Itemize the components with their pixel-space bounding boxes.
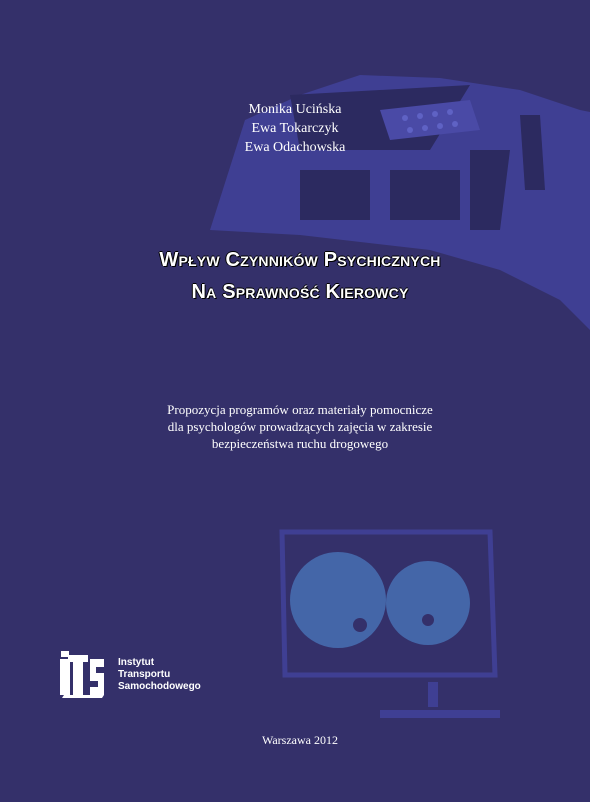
author-name: Ewa Tokarczyk <box>251 121 339 136</box>
author-name: Ewa Odachowska <box>244 140 346 155</box>
author-name: Monika Ucińska <box>248 102 342 117</box>
publisher-name <box>118 657 201 693</box>
book-title-line: Na Sprawność Kierowcy <box>191 281 409 303</box>
publisher-line: Instytut <box>118 657 155 668</box>
book-title-line: Wpływ Czynników Psychicznych <box>159 249 441 271</box>
subtitle-line: bezpieczeństwa ruchu drogowego <box>211 436 389 451</box>
publisher-line: Transportu <box>118 669 171 680</box>
its-logo-icon <box>60 651 106 699</box>
gauge-device-artwork <box>282 532 500 718</box>
place-and-year: Warszawa 2012 <box>261 733 338 747</box>
authors-list <box>0 100 590 157</box>
subtitle-line: dla psychologów prowadzących zajęcia w zakresie <box>167 419 433 434</box>
publisher-line: Samochodowego <box>118 681 201 692</box>
book-subtitle <box>0 401 590 452</box>
subtitle-line: Propozycja programów oraz materiały pomocnicze <box>167 402 433 417</box>
book-title <box>0 244 590 308</box>
